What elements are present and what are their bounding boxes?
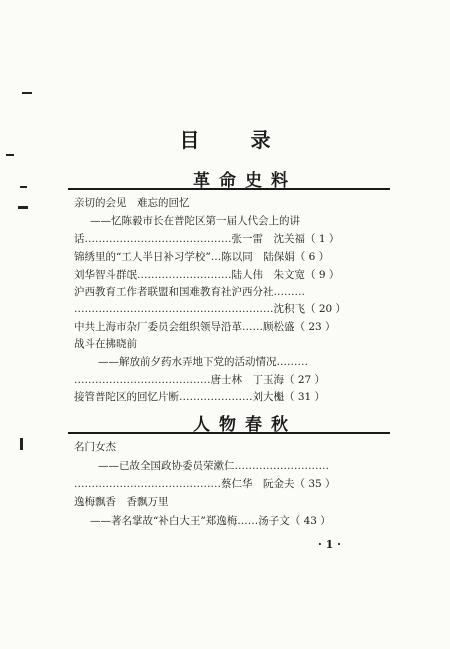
margin-mark <box>22 92 32 94</box>
toc-entry: 接管普陀区的回忆片断…………………刘大櫆（ 31 ） <box>74 391 326 403</box>
toc-entry: 刘华智斗群氓………………………陆人伟 朱文宽（ 9 ） <box>74 269 340 281</box>
toc-entry: 沪西教育工作者联盟和国难教育社沪西分社……… <box>74 286 305 298</box>
toc-entry: 话……………………………………张一雷 沈关福（ 1 ） <box>74 233 340 245</box>
toc-entry: …………………………………唐士林 丁玉海（ 27 ） <box>74 374 326 386</box>
margin-mark <box>18 206 28 209</box>
margin-mark <box>6 154 14 156</box>
section-heading-revolution: 革命史料 <box>193 171 297 191</box>
margin-mark <box>20 438 23 450</box>
section-rule <box>68 188 390 190</box>
toc-entry: ——解放前夕药水弄地下党的活动情况……… <box>98 356 308 368</box>
section-rule <box>68 432 390 434</box>
toc-entry: 锦绣里的“工人半日补习学校”…陈以同 陆保娟（ 6 ） <box>74 251 330 263</box>
toc-entry: 逸梅飘香 香飘万里 <box>74 496 169 508</box>
section-heading-biography: 人物春秋 <box>193 415 297 435</box>
toc-title: 目 录 <box>179 128 293 152</box>
toc-entry: …………………………………………………沈积飞（ 20 ） <box>74 303 347 315</box>
toc-entry: ——忆陈毅市长在普陀区第一届人代会上的讲 <box>90 215 300 227</box>
toc-entry: 亲切的会见 难忘的回忆 <box>74 197 190 209</box>
page-number: · 1 · <box>318 538 341 551</box>
toc-entry: ……………………………………蔡仁华 阮金夫（ 35 ） <box>74 478 336 490</box>
toc-entry: ——著名掌故“补白大王”郑逸梅……汤子文（ 43 ） <box>90 515 331 527</box>
toc-entry: 名门女杰 <box>74 441 116 453</box>
toc-entry: 战斗在拂晓前 <box>74 338 137 350</box>
toc-entry: 中共上海市杂厂委员会组织领导沿革……顾松盛（ 23 ） <box>74 321 336 333</box>
toc-entry: ——已故全国政协委员荣漱仁……………………… <box>98 460 329 472</box>
